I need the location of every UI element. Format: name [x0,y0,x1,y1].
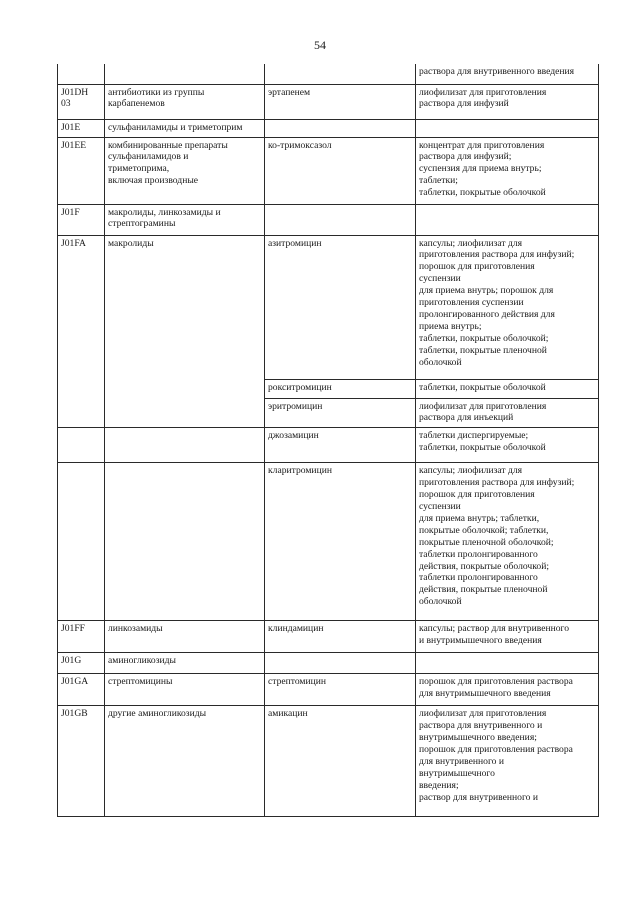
dosage-forms-cell [416,653,599,674]
table-row [58,137,599,204]
drug-name-cell: стрептомицин [265,674,416,706]
page-number: 54 [314,38,326,52]
drug-name-cell: клиндамицин [265,621,416,653]
group-cell: макролиды [105,235,265,379]
atc-code-cell [58,463,105,621]
table-row [58,235,599,379]
drug-name-cell: азитромицин [265,235,416,379]
group-cell: антибиотики из группы карбапенемов [105,84,265,119]
table-row [58,84,599,119]
drug-name-cell [265,204,416,235]
table-row [58,379,599,398]
dosage-forms-cell: лиофилизат для приготовления раствора для инъекций [416,398,599,428]
dosage-forms-cell [416,204,599,235]
table-row [58,706,599,817]
group-cell: сульфаниламиды и триметоприм [105,119,265,137]
group-cell [105,398,265,428]
drug-name-cell: кларитромицин [265,463,416,621]
table-row [58,674,599,706]
dosage-forms-cell [416,119,599,137]
table-row [58,398,599,428]
table-row [58,204,599,235]
atc-code-cell [58,398,105,428]
group-cell: комбинированные препараты сульфаниламидов и триметоприма, включая производные [105,137,265,204]
dosage-forms-cell: лиофилизат для приготовления раствора для инфузий [416,84,599,119]
table-row [58,653,599,674]
group-cell [105,428,265,463]
atc-code-cell [58,379,105,398]
drug-name-cell [265,64,416,84]
table-row [58,119,599,137]
group-cell: макролиды, линкозамиды и стрептограмины [105,204,265,235]
atc-code-cell: J01F [58,204,105,235]
group-cell: линкозамиды [105,621,265,653]
drug-name-cell: рокситромицин [265,379,416,398]
atc-code-cell: J01FA [58,235,105,379]
atc-code-cell: J01GB [58,706,105,817]
atc-code-cell: J01E [58,119,105,137]
drug-name-cell: эртапенем [265,84,416,119]
table-row [58,64,599,84]
dosage-forms-cell: порошок для приготовления раствора для внутримышечного введения [416,674,599,706]
group-cell: другие аминогликозиды [105,706,265,817]
dosage-forms-cell: раствора для внутривенного введения [416,64,599,84]
drug-name-cell: амикацин [265,706,416,817]
dosage-forms-cell: таблетки, покрытые оболочкой [416,379,599,398]
drug-name-cell [265,653,416,674]
drug-name-cell: эритромицин [265,398,416,428]
group-cell [105,379,265,398]
atc-code-cell: J01GA [58,674,105,706]
dosage-forms-cell: капсулы; лиофилизат для приготовления раствора для инфузий; порошок для приготовления суспензии для приема внутрь; порошок для приготовления суспензии пролонгированного действия для приема внутрь; таблетки, покрытые оболочкой; таблетки, покрытые пленочной оболочкой [416,235,599,379]
atc-code-cell: J01FF [58,621,105,653]
dosage-forms-cell: капсулы; раствор для внутривенного и внутримышечного введения [416,621,599,653]
dosage-forms-cell: лиофилизат для приготовления раствора для внутривенного и внутримышечного введения; порошок для приготовления раствора для внутривенного и внутримышечного введения; раствор для внутривенного и [416,706,599,817]
atc-code-cell: J01G [58,653,105,674]
atc-code-cell: J01EE [58,137,105,204]
group-cell [105,64,265,84]
dosage-forms-cell: капсулы; лиофилизат для приготовления раствора для инфузий; порошок для приготовления суспензии для приема внутрь; таблетки, покрытые оболочкой; таблетки, покрытые пленочной оболочкой; таблетки пролонгированного действия, покрытые оболочкой; таблетки пролонгированного действия, покрытые пленочной оболочкой [416,463,599,621]
atc-code-cell: J01DH 03 [58,84,105,119]
dosage-forms-cell: концентрат для приготовления раствора для инфузий; суспензия для приема внутрь; таблетки; таблетки, покрытые оболочкой [416,137,599,204]
table-row [58,621,599,653]
table-row [58,463,599,621]
drug-name-cell: джозамицин [265,428,416,463]
group-cell [105,463,265,621]
group-cell: стрептомицины [105,674,265,706]
group-cell: аминогликозиды [105,653,265,674]
drug-name-cell [265,119,416,137]
dosage-forms-cell: таблетки диспергируемые; таблетки, покрытые оболочкой [416,428,599,463]
drug-table [57,64,599,817]
drug-name-cell: ко-тримоксазол [265,137,416,204]
table-row [58,428,599,463]
atc-code-cell [58,428,105,463]
atc-code-cell [58,64,105,84]
